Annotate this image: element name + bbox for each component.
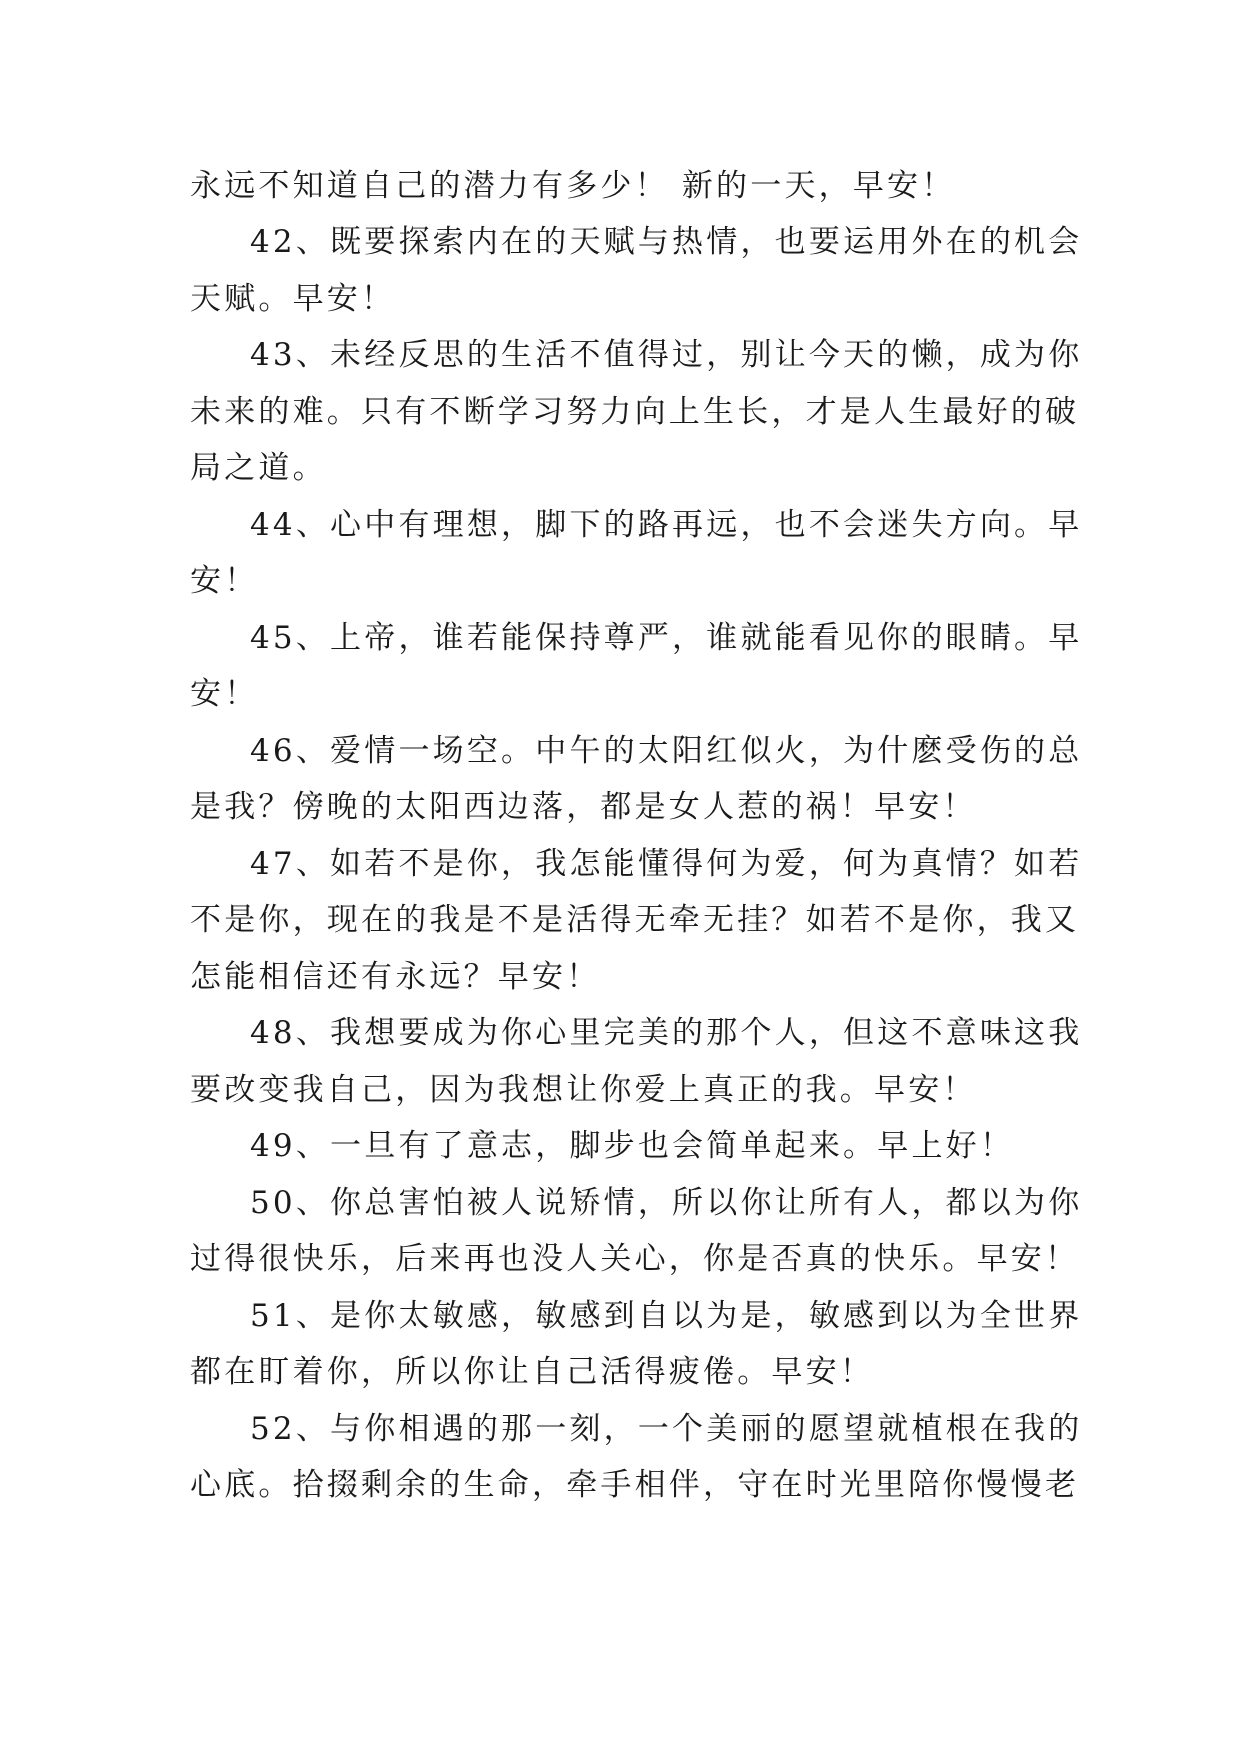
paragraph-50-line-1: 50、你总害怕被人说矫情，所以你让所有人，都以为你 xyxy=(250,1185,1083,1221)
paragraph-45-line-1: 45、上帝，谁若能保持尊严，谁就能看见你的眼睛。早 xyxy=(250,620,1083,656)
paragraph-51-line-2: 都在盯着你，所以你让自己活得疲倦。早安！ xyxy=(190,1354,874,1390)
paragraph-45-line-2: 安！ xyxy=(190,676,259,712)
paragraph-43-line-3: 局之道。 xyxy=(190,450,327,486)
paragraph-48-line-2: 要改变我自己，因为我想让你爱上真正的我。早安！ xyxy=(190,1072,977,1108)
paragraph-50-line-2: 过得很快乐，后来再也没人关心，你是否真的快乐。早安！ xyxy=(190,1241,1080,1277)
paragraph-44-line-2: 安！ xyxy=(190,563,259,599)
paragraph-49-line-1: 49、一旦有了意志，脚步也会简单起来。早上好！ xyxy=(250,1128,1015,1164)
paragraph-47-line-2: 不是你，现在的我是不是活得无牵无挂？如若不是你，我又 xyxy=(190,902,1080,938)
paragraph-48-line-1: 48、我想要成为你心里完美的那个人，但这不意味这我 xyxy=(250,1015,1083,1051)
paragraph-52-line-1: 52、与你相遇的那一刻，一个美丽的愿望就植根在我的 xyxy=(250,1411,1083,1447)
paragraph-42-line-2: 天赋。早安！ xyxy=(190,281,396,317)
text-line: 永远不知道自己的潜力有多少！ 新的一天，早安！ xyxy=(190,168,956,204)
paragraph-47-line-1: 47、如若不是你，我怎能懂得何为爱，何为真情？如若 xyxy=(250,846,1083,882)
paragraph-43-line-1: 43、未经反思的生活不值得过，别让今天的懒，成为你 xyxy=(250,337,1083,373)
paragraph-52-line-2: 心底。拾掇剩余的生命，牵手相伴，守在时光里陪你慢慢老 xyxy=(190,1467,1080,1503)
paragraph-42-line-1: 42、既要探索内在的天赋与热情，也要运用外在的机会 xyxy=(250,224,1083,260)
paragraph-46-line-1: 46、爱情一场空。中午的太阳红似火，为什麽受伤的总 xyxy=(250,733,1083,769)
paragraph-46-line-2: 是我？傍晚的太阳西边落，都是女人惹的祸！早安！ xyxy=(190,789,977,825)
paragraph-51-line-1: 51、是你太敏感，敏感到自以为是，敏感到以为全世界 xyxy=(250,1298,1083,1334)
paragraph-43-line-2: 未来的难。只有不断学习努力向上生长，才是人生最好的破 xyxy=(190,394,1080,430)
paragraph-47-line-3: 怎能相信还有永远？早安！ xyxy=(190,959,601,995)
paragraph-44-line-1: 44、心中有理想，脚下的路再远，也不会迷失方向。早 xyxy=(250,507,1083,543)
